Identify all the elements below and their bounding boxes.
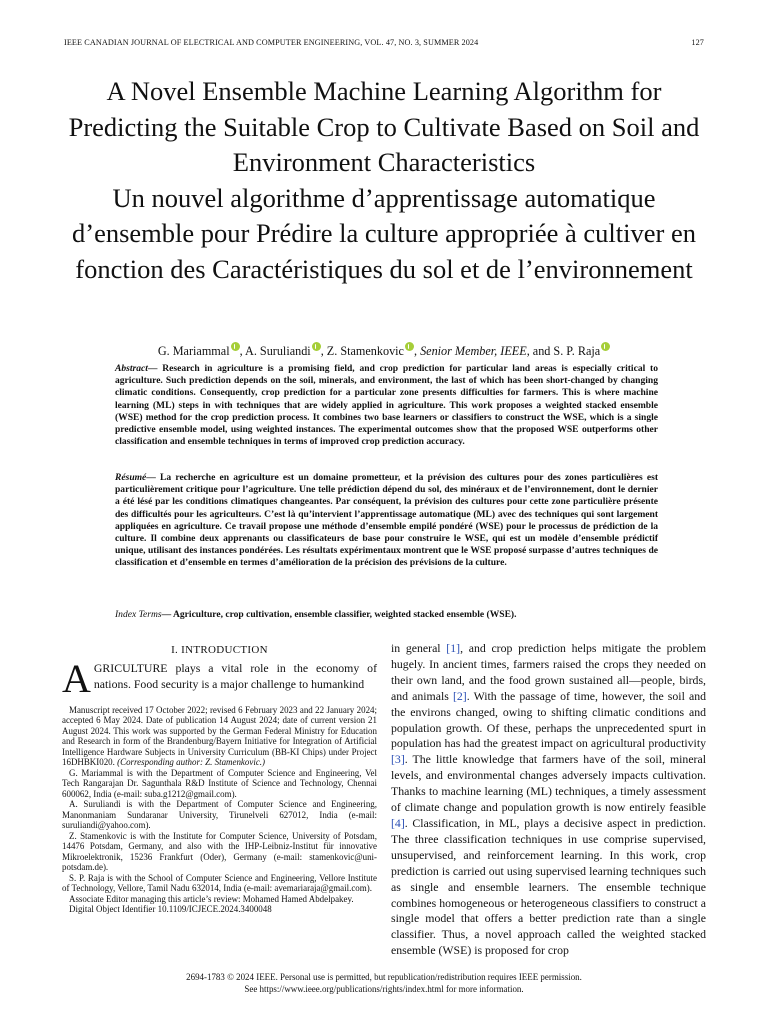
body-text: . With the passage of time, however, the soil and the environs changed, owing to shifting climatic conditions and population growth. Of these, perhaps the unprecedented spurt in population has had the greatest impact on agricultural productivity <box>391 688 706 751</box>
journal-name: IEEE CANADIAN JOURNAL OF ELECTRICAL AND COMPUTER ENGINEERING, VOL. 47, NO. 3, SUMMER 2024 <box>64 38 479 47</box>
intro-paragraph <box>62 655 377 701</box>
footnotes <box>62 705 377 915</box>
author-separator: , <box>413 344 421 358</box>
author-membership: Senior Member, IEEE <box>420 344 527 358</box>
section-title-initial: I <box>181 644 186 656</box>
index-terms-dash: — <box>161 609 174 620</box>
intro-lead-text: plays a vital role in the economy of nations. Food security is a major challenge to humankind <box>93 660 377 691</box>
paper-title <box>50 74 718 287</box>
orcid-icon[interactable] <box>312 342 321 351</box>
section-number: I. <box>171 644 182 656</box>
author-name: Z. Stamenkovic <box>326 344 404 358</box>
footnote-affiliation: Z. Stamenkovic is with the Institute for Computer Science, University of Potsdam, 14476 Potsdam, Germany, and also with the IHP-Leibniz-Institut für innovative Mikroelektronik, 15236 Frankfurt (Oder), Germany (e-mail: stamenkovic@uni-potsdam.de). <box>62 830 377 873</box>
body-text: . Classification, in ML, plays a decisive aspect in prediction. The three classification techniques in use comprise supervised, unsupervised, and reinforcement learning. In this work, crop prediction is carried out using supervised learning techniques such as single and ensemble learners. The ensemble technique combines homogeneous or heterogeneous classifiers to construct a single model that offers a better prediction rate than a single classifier. Thus, a novel approach called the weighted stacked ensemble (WSE) is proposed for crop <box>391 815 706 958</box>
footnote-affiliation: S. P. Raja is with the School of Computer Science and Engineering, Vellore Institute of Technology, Vellore, Tamil Nadu 632014, India (e-mail: avemariaraja@gmail.com). <box>62 872 377 894</box>
abstract-dash: — <box>147 363 163 374</box>
author-name: A. Suruliandi <box>245 344 311 358</box>
right-column <box>391 641 706 959</box>
section-title-rest: NTRODUCTION <box>185 644 268 656</box>
abstract <box>115 363 658 448</box>
drop-cap: A <box>62 655 91 701</box>
left-column <box>62 640 377 915</box>
resume-label: Résumé <box>115 472 147 483</box>
footnote-text: Manuscript received 17 October 2022; revised 6 February 2023 and 22 January 2024; accepted 6 May 2024. Date of publication 14 August 2024; date of current version 21 August 2024. This work was supported by the German Federal Ministry for Education and Research in form of the Brandenburg/Bayern Initiative for Integration of Artificial Intelligence Hardware Subjects in University Curriculum (BB-KI Chips) under Project 16DHBKI020. <box>62 704 377 768</box>
body-text: . The little knowledge that farmers have of the soil, mineral levels, and environmental changes adversely impacts cultivation. Thanks to machine learning (ML) techniques, a timely assessment of climate change and population growth is now entirely feasible <box>391 752 706 815</box>
citation-link[interactable]: [4] <box>391 815 405 830</box>
author-separator: , <box>320 344 327 358</box>
author-separator: , <box>239 344 246 358</box>
body-text: in general <box>391 641 447 655</box>
citation-link[interactable]: [2] <box>452 688 467 703</box>
author-name: , and S. P. Raja <box>526 344 601 358</box>
corresponding-author: (Corresponding author: Z. Stamenkovic.) <box>117 757 265 768</box>
abstract-label: Abstract <box>115 363 148 374</box>
orcid-icon[interactable] <box>601 342 610 351</box>
page-number: 127 <box>691 38 704 47</box>
abstract-text: Research in agriculture is a promising field, and crop prediction for particular land areas is especially critical to agriculture. Such prediction depends on the soil, minerals, and environment, the last of which has been short-changed by changing climatic conditions. Consequently, crop prediction for a particular zone presents difficulties for farmers. This is where machine learning (ML) steps in with techniques that are widely applied in agriculture. This work proposes a weighted stacked ensemble (WSE) method for the crop prediction process. It combines two base learners or classifiers to construct the WSE, which is a single predictive ensemble model, using weighted instances. The experimental outcomes show that the proposed WSE outperforms other classification and ensemble techniques in terms of improved crop prediction accuracy. <box>115 363 659 448</box>
body-paragraph <box>391 641 706 959</box>
author-line <box>60 342 708 359</box>
section-heading-introduction <box>62 643 377 659</box>
intro-lead-caps: GRICULTURE <box>93 660 168 675</box>
copyright-line: 2694-1783 © 2024 IEEE. Personal use is permitted, but republication/redistribution requires IEEE permission. <box>186 972 582 982</box>
citation-link[interactable]: [3] <box>391 752 405 767</box>
orcid-icon[interactable] <box>405 342 414 351</box>
index-terms <box>115 609 658 621</box>
footnote-affiliation: A. Suruliandi is with the Department of Computer Science and Engineering, Manonmaniam Sundaranar University, Tirunelveli 627012, India (e-mail: suruliandi@yahoo.com). <box>62 799 377 831</box>
citation-link[interactable]: [1] <box>446 641 461 655</box>
footnote-doi: Digital Object Identifier 10.1109/ICJECE.2024.3400048 <box>69 904 272 915</box>
resume-text: La recherche en agriculture est un domaine prometteur, et la prévision des cultures pour des zones particulières est particulièrement critique pour l’agriculture. Une telle prédiction dépend du sol, des minéraux et de l’environnement, dont le dernier a été lésé par les conditions climatiques changeantes. Par conséquent, la prévision des cultures pour cette zone particulière présente des difficultés pour les agriculteurs. C’est là qu’intervient l’apprentissage automatique (ML) avec des techniques qui sont largement appliquées en agriculture. Ce travail propose une méthode d’ensemble empilé pondéré (WSE) pour le processus de prédiction de la culture. Il combine deux apprenants ou classificateurs de base pour construire le WSE, qui est un modèle d’ensemble prédictif unique, utilisant des instances pondérées. Les résultats expérimentaux montrent que le WSE proposé surpasse d’autres techniques de classification et d’ensemble en termes d’amélioration de la précision des prévisions de la culture. <box>115 472 658 569</box>
rights-link-line: See https://www.ieee.org/publications/rights/index.html for more information. <box>244 984 524 994</box>
title-french: Un nouvel algorithme d’apprentissage automatique d’ensemble pour Prédire la culture appropriée à cultiver en fonction des Caractéristiques du sol et de l’environnement <box>72 182 696 284</box>
resume <box>115 472 658 570</box>
index-terms-label: Index Terms <box>115 609 162 620</box>
copyright-footer <box>60 971 708 995</box>
footnote-manuscript <box>62 705 377 768</box>
footnote-affiliation: G. Mariammal is with the Department of Computer Science and Engineering, Vel Tech Rangarajan Dr. Sagunthala R&D Institute of Science and Technology, Chennai 600062, India (e-mail: suba.g1212@gmail.com). <box>62 767 377 799</box>
index-terms-text: Agriculture, crop cultivation, ensemble classifier, weighted stacked ensemble (WSE). <box>173 609 517 620</box>
orcid-icon[interactable] <box>231 342 240 351</box>
title-english: A Novel Ensemble Machine Learning Algorithm for Predicting the Suitable Crop to Cultivate Based on Soil and Environment Characteristics <box>68 76 700 177</box>
body-text: , and crop prediction helps mitigate the problem hugely. In ancient times, farmers raised the crops they needed on their own land, and the food grown sustained all—people, birds, and animals <box>391 641 706 703</box>
running-header <box>64 38 704 50</box>
author-name: G. Mariammal <box>157 344 230 358</box>
resume-dash: — <box>146 472 161 483</box>
footnote-editor: Associate Editor managing this article’s review: Mohamed Hamed Abdelpakey. <box>69 893 354 904</box>
